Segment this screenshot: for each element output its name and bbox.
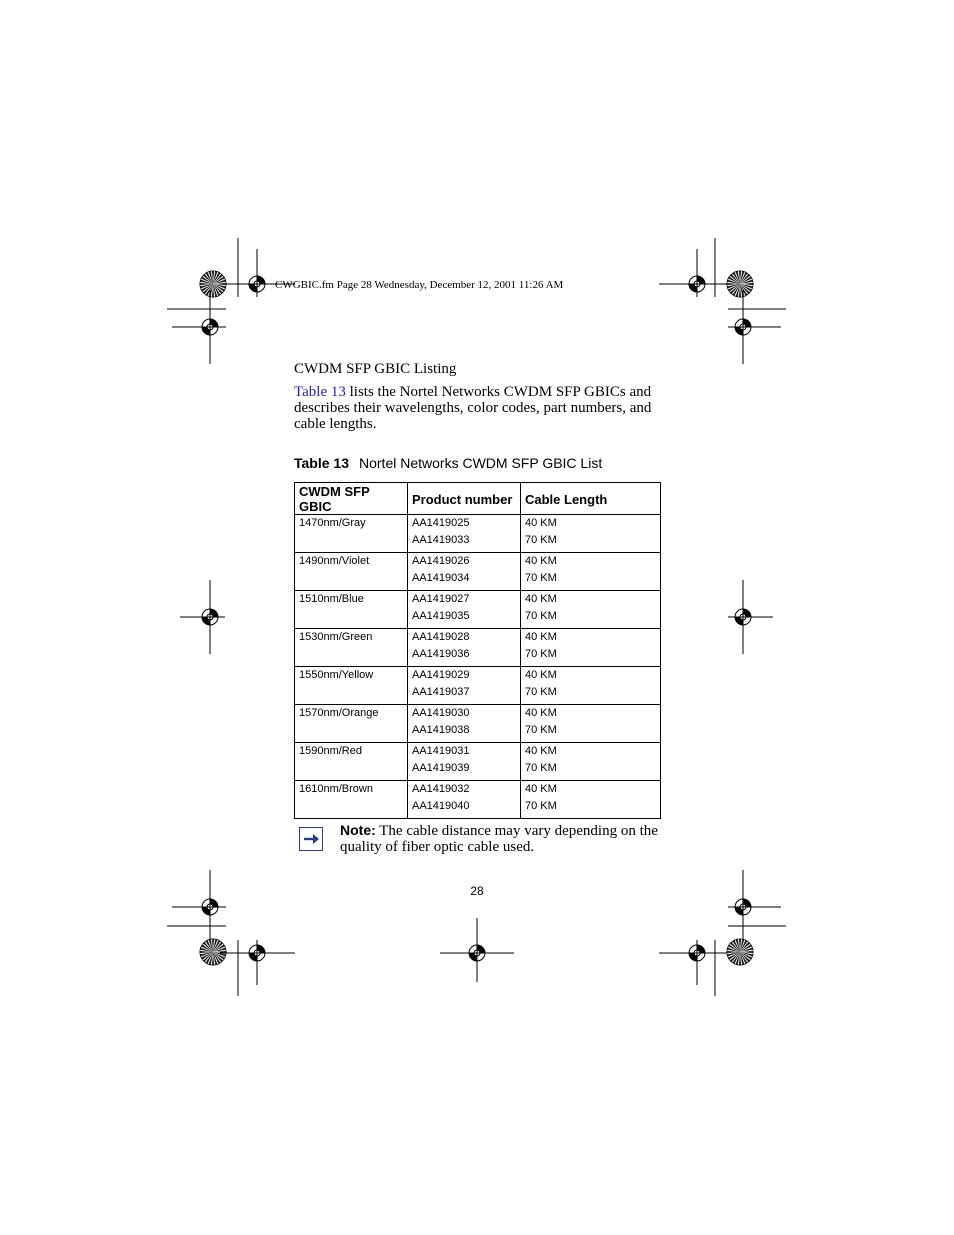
cell-lengths: [521, 629, 661, 667]
table-caption-title: Nortel Networks CWDM SFP GBIC List: [359, 455, 603, 471]
cable-length: 70 KM: [525, 800, 557, 812]
arrow-right-icon: [300, 828, 322, 850]
column-header-gbic: CWDM SFP GBIC: [295, 483, 408, 515]
cell-products: [408, 591, 521, 629]
product-number: AA1419037: [412, 686, 470, 698]
starburst-target-icon: [200, 939, 226, 965]
cell-lengths: [521, 705, 661, 743]
column-header-length: Cable Length: [521, 483, 661, 515]
product-number: AA1419028: [412, 631, 470, 643]
table-13-link[interactable]: Table 13: [294, 384, 346, 400]
cell-products: [408, 515, 521, 553]
file-header: CWGBIC.fm Page 28 Wednesday, December 12, 2001 11:26 AM: [275, 279, 564, 291]
table-row: [295, 515, 661, 553]
product-number: AA1419026: [412, 555, 470, 567]
cell-gbic: 1590nm/Red: [295, 743, 408, 781]
section-title: CWDM SFP GBIC Listing: [294, 361, 457, 377]
cell-lengths: [521, 591, 661, 629]
product-number: AA1419025: [412, 517, 470, 529]
table-row: [295, 781, 661, 819]
product-number: AA1419027: [412, 593, 470, 605]
cell-gbic: 1470nm/Gray: [295, 515, 408, 553]
cell-lengths: [521, 743, 661, 781]
product-number: AA1419038: [412, 724, 470, 736]
table-row: [295, 591, 661, 629]
cable-length: 40 KM: [525, 783, 557, 795]
cable-length: 70 KM: [525, 572, 557, 584]
table-row: [295, 667, 661, 705]
product-number: AA1419036: [412, 648, 470, 660]
table-caption: [294, 455, 602, 471]
cell-lengths: [521, 781, 661, 819]
table-caption-number: Table 13: [294, 455, 349, 471]
cell-gbic: 1490nm/Violet: [295, 553, 408, 591]
cable-length: 70 KM: [525, 724, 557, 736]
cable-length: 40 KM: [525, 555, 557, 567]
cell-gbic: 1610nm/Brown: [295, 781, 408, 819]
product-number: AA1419029: [412, 669, 470, 681]
intro-paragraph: [294, 384, 664, 432]
product-number: AA1419040: [412, 800, 470, 812]
page-number: 28: [470, 884, 484, 898]
table-row: [295, 629, 661, 667]
table-row: [295, 553, 661, 591]
cable-length: 70 KM: [525, 610, 557, 622]
starburst-target-icon: [727, 271, 753, 297]
product-number: AA1419031: [412, 745, 470, 757]
product-number: AA1419033: [412, 534, 470, 546]
note-text: The cable distance may vary depending on the quality of fiber optic cable used.: [340, 823, 658, 855]
cable-length: 70 KM: [525, 534, 557, 546]
cell-gbic: 1570nm/Orange: [295, 705, 408, 743]
cell-gbic: 1530nm/Green: [295, 629, 408, 667]
cell-products: [408, 553, 521, 591]
cell-products: [408, 667, 521, 705]
note-icon: [299, 827, 323, 851]
product-number: AA1419039: [412, 762, 470, 774]
cell-lengths: [521, 553, 661, 591]
gbic-table: [294, 482, 661, 819]
cell-lengths: [521, 667, 661, 705]
cable-length: 40 KM: [525, 707, 557, 719]
table-row: [295, 705, 661, 743]
cable-length: 40 KM: [525, 745, 557, 757]
cable-length: 70 KM: [525, 762, 557, 774]
table-header-row: [295, 483, 661, 515]
cell-gbic: 1510nm/Blue: [295, 591, 408, 629]
cell-lengths: [521, 515, 661, 553]
note-paragraph: [340, 822, 670, 855]
cable-length: 40 KM: [525, 631, 557, 643]
cell-products: [408, 705, 521, 743]
intro-text: lists the Nortel Networks CWDM SFP GBICs and describes their wavelengths, color codes, part numbers, and cable lengths.: [294, 384, 652, 432]
product-number: AA1419034: [412, 572, 470, 584]
cable-length: 40 KM: [525, 669, 557, 681]
column-header-product: Product number: [408, 483, 521, 515]
product-number: AA1419032: [412, 783, 470, 795]
cable-length: 70 KM: [525, 648, 557, 660]
cell-products: [408, 629, 521, 667]
note-label: Note:: [340, 822, 376, 838]
table-row: [295, 743, 661, 781]
product-number: AA1419035: [412, 610, 470, 622]
cable-length: 40 KM: [525, 517, 557, 529]
cable-length: 70 KM: [525, 686, 557, 698]
cell-products: [408, 781, 521, 819]
product-number: AA1419030: [412, 707, 470, 719]
starburst-target-icon: [727, 939, 753, 965]
cell-gbic: 1550nm/Yellow: [295, 667, 408, 705]
cell-products: [408, 743, 521, 781]
cable-length: 40 KM: [525, 593, 557, 605]
